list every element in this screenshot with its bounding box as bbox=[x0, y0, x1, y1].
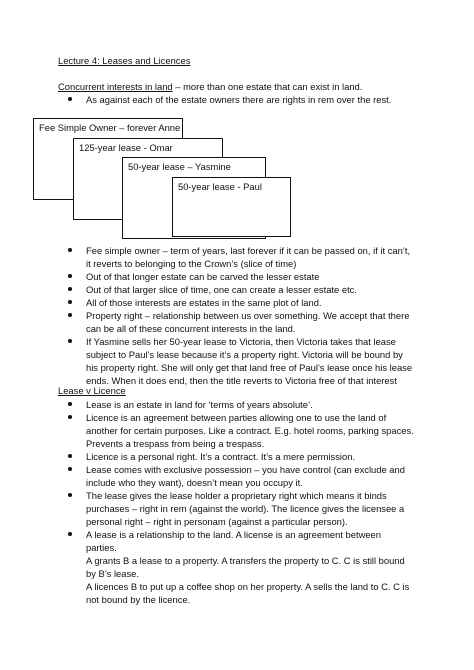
lease-licence-bullet-list bbox=[58, 398, 414, 606]
list-item: Licence is an agreement between parties allowing one to use the land of another for certain purposes. Like a contract. E.g. hotel rooms, parking spaces. Prevents a trespass from being a trespass. bbox=[58, 411, 414, 450]
bullet-icon bbox=[68, 313, 72, 317]
list-item: Out of that longer estate can be carved the lesser estate bbox=[58, 270, 414, 283]
list-item: The lease gives the lease holder a proprietary right which means it binds purchases – right in rem (against the world). The licence gives the licensee a personal right – right in personam (against a particular person). bbox=[58, 489, 414, 528]
bullet-icon bbox=[68, 415, 72, 419]
bullet-icon bbox=[68, 274, 72, 278]
diagram-box-paul: 50-year lease - Paul bbox=[172, 177, 291, 237]
list-item: Lease is an estate in land for ‘terms of years absolute’. bbox=[58, 398, 414, 411]
intro-line bbox=[58, 80, 438, 93]
list-item: Fee simple owner – term of years, last forever if it can be passed on, if it can’t, it reverts to belonging to the Crown’s (slice of time) bbox=[58, 244, 414, 270]
list-item: Out of that larger slice of time, one can create a lesser estate etc. bbox=[58, 283, 414, 296]
bullet-icon bbox=[68, 300, 72, 304]
concurrent-interests-heading: Concurrent interests in land bbox=[58, 81, 173, 92]
intro-text: – more than one estate that can exist in land. bbox=[172, 81, 363, 92]
bullet-icon bbox=[68, 402, 72, 406]
bullet-icon bbox=[68, 467, 72, 471]
bullet-icon bbox=[68, 454, 72, 458]
example-licence: A licences B to put up a coffee shop on her property. A sells the land to C. C is not bound by the licence. bbox=[86, 581, 410, 605]
diagram-box-anne: Fee Simple Owner – forever Anne bbox=[33, 118, 183, 200]
list-item: If Yasmine sells her 50-year lease to Victoria, then Victoria takes that lease subject to Paul’s lease because it’s a property right. Victoria will be bound by his property right. She will only get that land free of Paul’s lease once his lease ends. When it does end, then the title reverts to Victoria free of that interest bbox=[58, 335, 414, 387]
example-grant-lease: A grants B a lease to a property. A transfers the property to C. C is still bound by B’s lease. bbox=[86, 555, 405, 579]
list-item: Property right – relationship between us over something. We accept that there can be all of these concurrent interests in the land. bbox=[58, 309, 414, 335]
bullet-icon bbox=[68, 493, 72, 497]
bullet-icon bbox=[68, 248, 72, 252]
diagram-box-yasmine: 50-year lease – Yasmine bbox=[122, 157, 266, 239]
lease-v-licence-heading: Lease v Licence bbox=[58, 385, 126, 396]
page-title: Lecture 4: Leases and Licences bbox=[58, 55, 191, 66]
intro-bullet-list bbox=[58, 93, 448, 106]
bullet-icon bbox=[68, 97, 72, 101]
bullet-icon bbox=[68, 532, 72, 536]
list-item: Licence is a personal right. It’s a contract. It’s a mere permission. bbox=[58, 450, 414, 463]
list-item: As against each of the estate owners there are rights in rem over the rest. bbox=[58, 93, 448, 106]
list-item: Lease comes with exclusive possession – you have control (can exclude and include who they want), doesn’t mean you occupy it. bbox=[58, 463, 414, 489]
bullet-icon bbox=[68, 339, 72, 343]
bullet-icon bbox=[68, 287, 72, 291]
diagram-box-omar: 125-year lease - Omar bbox=[73, 138, 223, 220]
list-item: A lease is a relationship to the land. A license is an agreement between parties. A grants B a lease to a property. A transfers the property to C. C is still bound by B’s lease. A licences B to put up a coffee shop on her property. A sells the land to C. C is not bound by the licence. bbox=[58, 528, 414, 606]
estates-bullet-list bbox=[58, 244, 414, 387]
list-item: All of those interests are estates in the same plot of land. bbox=[58, 296, 414, 309]
